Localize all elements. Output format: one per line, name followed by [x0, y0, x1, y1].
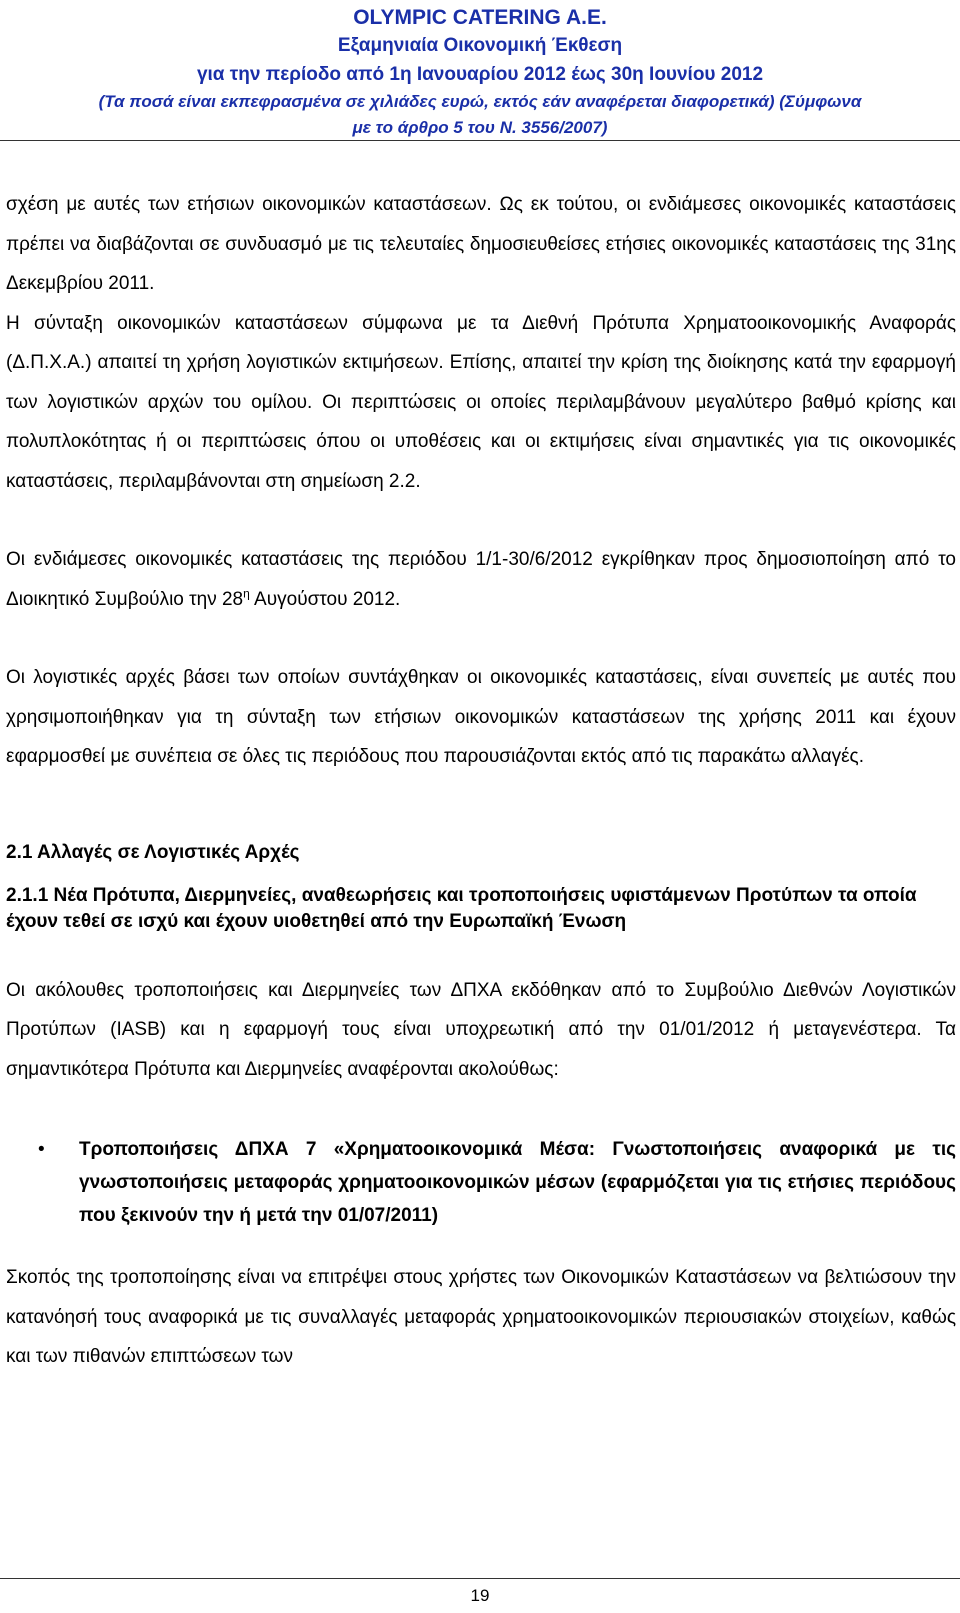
spacer	[6, 777, 956, 841]
bullet-item	[6, 1133, 956, 1232]
paragraph-interim-statements: σχέση με αυτές των ετήσιων οικονομικών καταστάσεων. Ως εκ τούτου, οι ενδιάμεσες οικονομικές καταστάσεις πρέπει να διαβάζονται σε συνδυασμό με τις τελευταίες δημοσιευθείσες ετήσιες οικονομικές καταστάσεις της 31ης Δεκεμβρίου 2011.	[6, 194, 956, 294]
report-title: Εξαμηνιαία Οικονομική Έκθεση	[337, 35, 623, 56]
page-number: 19	[470, 1586, 490, 1605]
currency-note-line1: (Τα ποσά είναι εκπεφρασμένα σε χιλιάδες ευρώ, εκτός εάν αναφέρεται διαφορετικά) (Σύμφωνα	[98, 92, 862, 111]
paragraph-ifrs-estimates: Η σύνταξη οικονομικών καταστάσεων σύμφωνα με τα Διεθνή Πρότυπα Χρηματοοικονομικής Αναφοράς (Δ.Π.Χ.Α.) απαιτεί τη χρήση λογιστικών εκτιμήσεων. Επίσης, απαιτεί την κρίση της διοίκησης κατά την εφαρμογή των λογιστικών αρχών του ομίλου. Οι περιπτώσεις οι οποίες περιλαμβάνουν μεγαλύτερο βαθμό κρίσης και πολυπλοκότητας ή οι περιπτώσεις όπου οι υποθέσεις και οι εκτιμήσεις είναι σημαντικές για τις οικονομικές καταστάσεις, περιλαμβάνονται στη σημείωση 2.2.	[6, 312, 956, 492]
bullet-ifrs7-amendment: Τροποποιήσεις ΔΠΧΑ 7 «Χρηματοοικονομικά Μέσα: Γνωστοποιήσεις αναφορικά με τις γνωστοποιήσεις μεταφοράς χρηματοοικονομικών μέσων (εφαρμόζεται για τις ετήσιες περιόδους που ξεκινούν την ή μετά την 01/07/2011)	[79, 1139, 956, 1226]
approval-text: Οι ενδιάμεσες οικονομικές καταστάσεις της περιόδου 1/1-30/6/2012 εγκρίθηκαν προς δημοσιοποίηση από το Διοικητικό Συμβούλιο την 28	[6, 549, 956, 610]
report-period: για την περίοδο από 1η Ιανουαρίου 2012 έως 30η Ιουνίου 2012	[196, 64, 764, 85]
spacer	[6, 935, 956, 971]
ordinal-superscript: η	[243, 586, 250, 601]
spacer	[6, 619, 956, 658]
header-divider	[0, 140, 960, 141]
company-name: OLYMPIC CATERING A.E.	[353, 6, 607, 29]
spacer	[6, 1232, 956, 1258]
bullet-dot-icon: •	[38, 1139, 45, 1160]
document-body	[6, 185, 956, 1377]
spacer	[6, 865, 956, 883]
subsection-title: 2.1.1 Νέα Πρότυπα, Διερμηνείες, αναθεωρήσεις και τροποποιήσεις υφιστάμενων Προτύπων τα οποία έχουν τεθεί σε ισχύ και έχουν υιοθετηθεί από την Ευρωπαϊκή Ένωση	[6, 884, 917, 932]
paragraph-accounting-policies: Οι λογιστικές αρχές βάσει των οποίων συντάχθηκαν οι οικονομικές καταστάσεις, είναι συνεπείς με αυτές που χρησιμοποιήθηκαν για τη σύνταξη των ετήσιων οικονομικών καταστάσεων της χρήσης 2011 και έχουν εφαρμοσθεί με συνέπεια σε όλες τις περιόδους που παρουσιάζονται εκτός από τις παρακάτω αλλαγές.	[6, 667, 956, 767]
footer-divider	[0, 1578, 960, 1579]
spacer	[6, 501, 956, 540]
approval-date-text: Αυγούστου 2012.	[249, 588, 401, 610]
currency-note-line2: με το άρθρο 5 του Ν. 3556/2007)	[352, 118, 608, 137]
paragraph-approval	[6, 540, 956, 619]
document-header	[0, 0, 960, 141]
spacer	[6, 1089, 956, 1133]
section-title: 2.1 Αλλαγές σε Λογιστικές Αρχές	[6, 841, 300, 863]
paragraph-amendment-purpose: Σκοπός της τροποποίησης είναι να επιτρέψει στους χρήστες των Οικονομικών Καταστάσεων να βελτιώσουν την κατανόησή τους αναφορικά με τις συναλλαγές μεταφοράς χρηματοοικονομικών περιουσιακών στοιχείων, καθώς και των πιθανών επιπτώσεων των	[6, 1267, 956, 1367]
paragraph-amendments-intro: Οι ακόλουθες τροποποιήσεις και Διερμηνείες των ΔΠΧΑ εκδόθηκαν από το Συμβούλιο Διεθνών Λογιστικών Προτύπων (IASB) και η εφαρμογή τους είναι υποχρεωτική από την 01/01/2012 ή μεταγενέστερα. Τα σημαντικότερα Πρότυπα και Διερμηνείες αναφέρονται ακολούθως:	[6, 979, 956, 1080]
